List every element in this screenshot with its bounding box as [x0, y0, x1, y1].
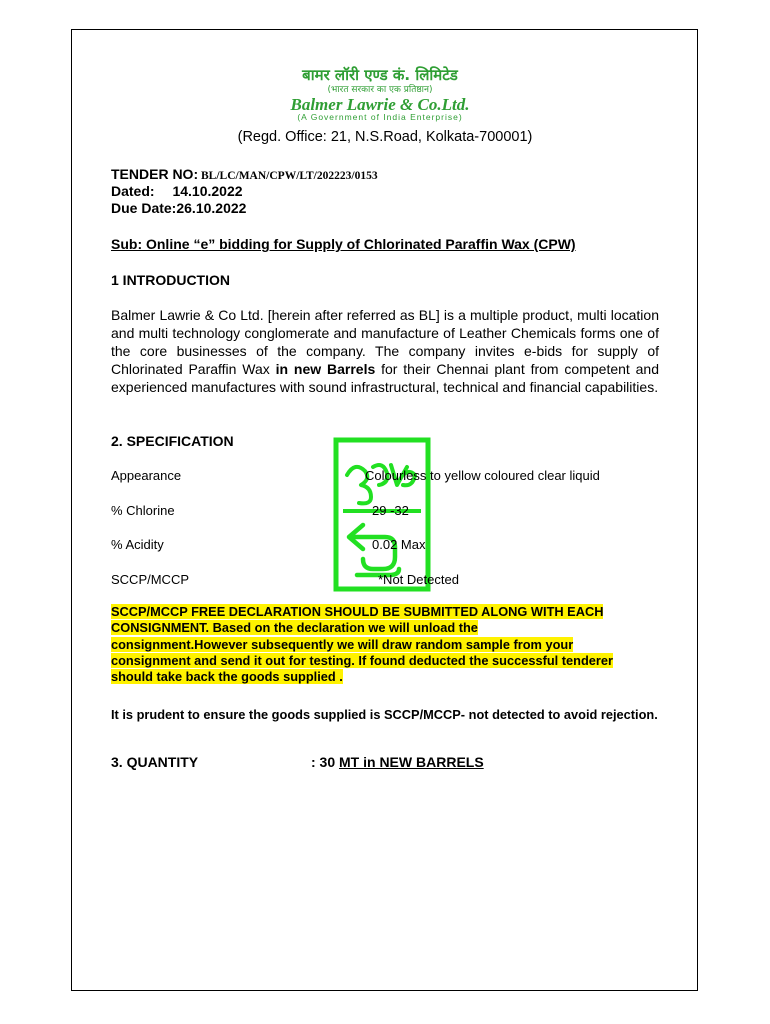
quantity-amount: MT in NEW BARRELS: [339, 754, 484, 770]
declaration-highlight: [111, 604, 671, 685]
tender-label: TENDER NO:: [111, 166, 199, 182]
introduction-heading: 1 INTRODUCTION: [111, 272, 230, 288]
spec-value-acidity: 0.02 Max: [372, 537, 426, 552]
hindi-company-name: बामर लॉरी एण्ड कं. लिमिटेड: [302, 66, 458, 84]
prudent-note: It is prudent to ensure the goods supplied is SCCP/MCCP- not detected to avoid rejection.: [111, 707, 658, 722]
intro-text-bold: in new Barrels: [275, 361, 376, 377]
due-date-label: Due Date:: [111, 200, 177, 216]
due-date-value: 26.10.2022: [176, 200, 247, 216]
english-company-tagline: (A Government of India Enterprise): [297, 112, 463, 122]
spec-label-acidity: % Acidity: [111, 537, 164, 552]
spec-value-chlorine: 29 -32: [372, 503, 409, 518]
quantity-prefix: : 30: [311, 754, 340, 770]
dated-line: [111, 183, 243, 199]
spec-value-appearance: Colourless to yellow coloured clear liquid: [365, 468, 600, 483]
subject-line: Sub: Online “e” bidding for Supply of Chlorinated Paraffin Wax (CPW): [111, 236, 576, 252]
specification-heading: 2. SPECIFICATION: [111, 433, 234, 449]
spec-value-sccp: *Not Detected: [378, 572, 459, 587]
intro-text-1: Balmer Lawrie & Co Ltd. [herein after referred as BL] is a multiple product, multi location and multi technology conglomerate and manufacture of Leather Chemicals forms one of the core businesses of the company. The company invites e-bids for supply of Chlorinated Paraffin Wax: [111, 307, 659, 377]
dated-value: 14.10.2022: [172, 183, 243, 199]
tender-value: BL/LC/MAN/CPW/LT/202223/0153: [198, 170, 378, 182]
spec-label-sccp: SCCP/MCCP: [111, 572, 190, 587]
spec-label-appearance: Appearance: [111, 468, 182, 483]
declaration-line: consignment.However subsequently we will draw random sample from your: [111, 636, 574, 652]
company-logo: [225, 66, 535, 122]
english-company-name: Balmer Lawrie & Co.Ltd.: [290, 95, 470, 114]
registered-office: (Regd. Office: 21, N.S.Road, Kolkata-700001): [237, 129, 533, 145]
spec-label-chlorine: % Chlorine: [111, 503, 175, 518]
declaration-line: should take back the goods supplied .: [111, 669, 343, 685]
intro-text-2: for their Chennai plant from competent and experienced manufactures with sound infrastructural, technical and financial capabilities.: [111, 361, 659, 395]
quantity-heading: 3. QUANTITY: [111, 754, 199, 770]
declaration-line: CONSIGNMENT. Based on the declaration we will unload the: [111, 620, 478, 636]
dated-label: Dated:: [111, 183, 155, 199]
hindi-company-tagline: (भारत सरकार का एक प्रतिष्ठान): [327, 85, 433, 95]
declaration-line: consignment and send it out for testing. If found deducted the successful tenderer: [111, 652, 613, 668]
quantity-value: [311, 754, 484, 770]
introduction-paragraph: [111, 306, 659, 396]
tender-number: [111, 166, 378, 182]
declaration-line: SCCP/MCCP FREE DECLARATION SHOULD BE SUBMITTED ALONG WITH EACH: [111, 604, 604, 619]
due-date-line: [111, 200, 246, 216]
